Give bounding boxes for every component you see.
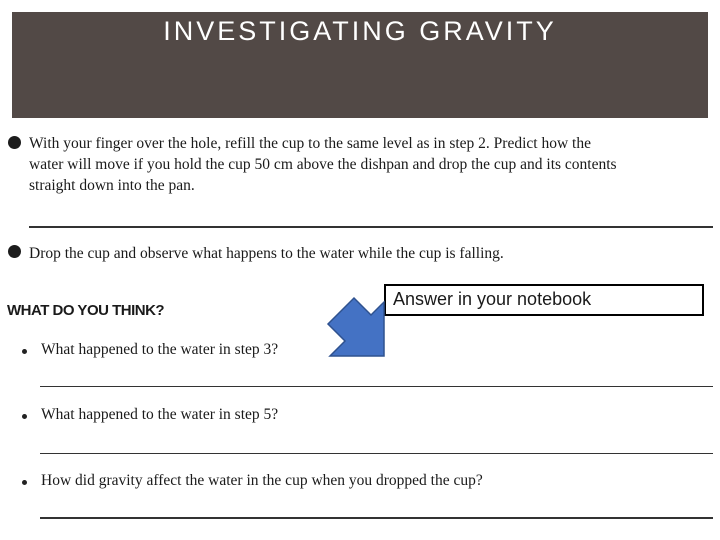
answer-line-3 xyxy=(40,453,713,454)
arrow-shape xyxy=(328,298,384,356)
callout-text: Answer in your notebook xyxy=(393,289,592,309)
step-1-line-1: With your finger over the hole, refill the cup to the same level as in step 2. Predict how the xyxy=(29,135,591,152)
question-3: How did gravity affect the water in the cup when you dropped the cup? xyxy=(41,472,483,489)
step-1-line-3: straight down into the pan. xyxy=(29,177,195,194)
step-2-line-1: Drop the cup and observe what happens to the water while the cup is falling. xyxy=(29,245,504,262)
question-bullet-3 xyxy=(22,480,27,485)
question-bullet-2 xyxy=(22,414,27,419)
slide-title: INVESTIGATING GRAVITY xyxy=(163,16,557,46)
section-heading: WHAT DO YOU THINK? xyxy=(7,302,165,319)
arrow-down-left-icon xyxy=(326,296,390,360)
question-1: What happened to the water in step 3? xyxy=(41,341,279,358)
question-bullet-1 xyxy=(22,349,27,354)
answer-line-4 xyxy=(40,517,713,519)
step-1-line-2: water will move if you hold the cup 50 cm above the dishpan and drop the cup and its contents xyxy=(29,156,617,173)
step-bullet-1 xyxy=(8,136,21,149)
step-bullet-2 xyxy=(8,245,21,258)
answer-line-2 xyxy=(40,386,713,387)
answer-line-1 xyxy=(29,226,713,228)
answer-callout-box xyxy=(384,284,704,316)
question-2: What happened to the water in step 5? xyxy=(41,406,279,423)
